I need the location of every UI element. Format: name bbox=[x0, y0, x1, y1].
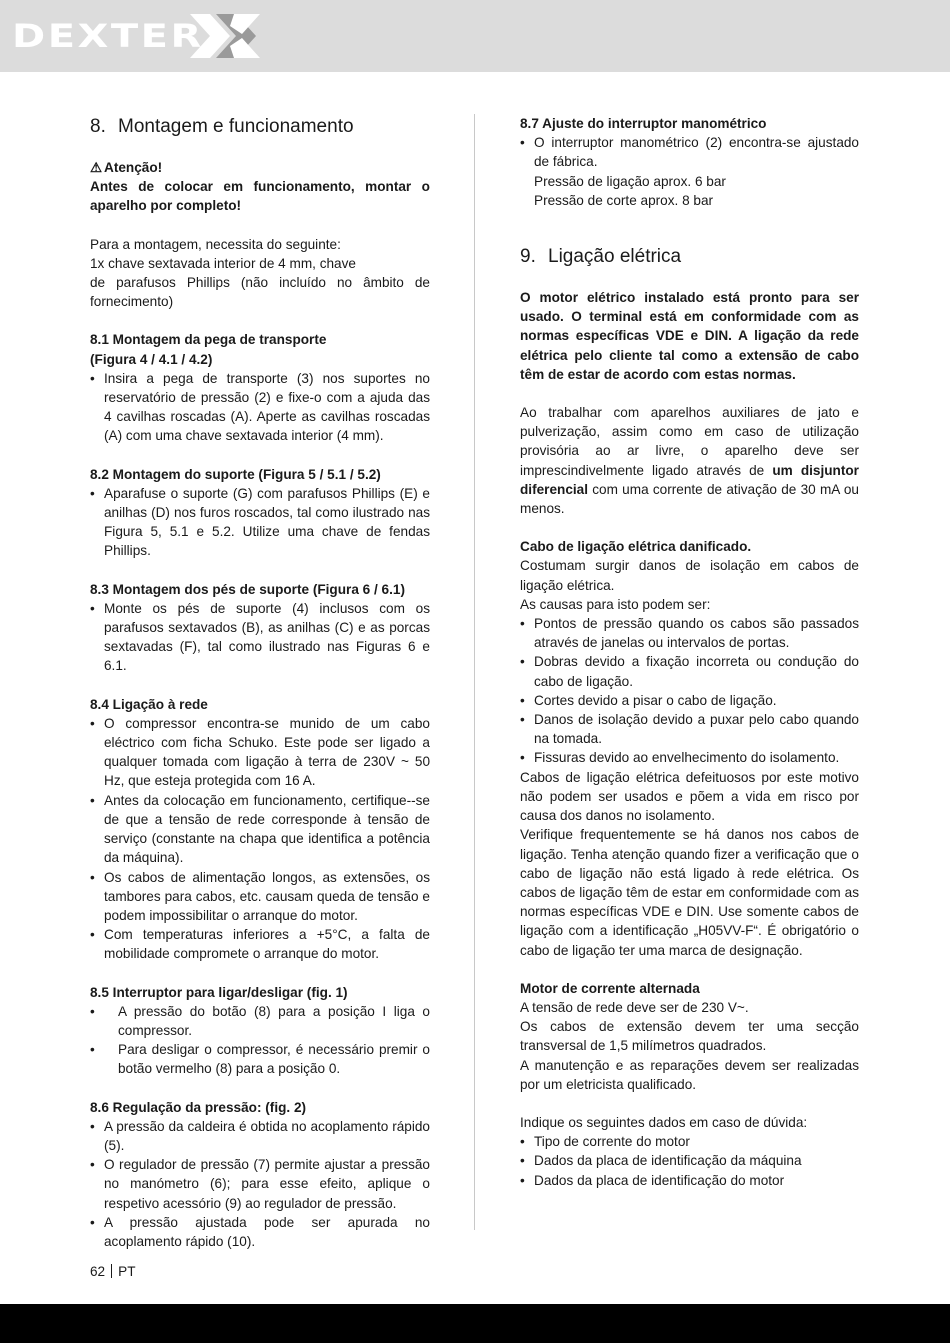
section-9-paragraph bbox=[520, 403, 859, 518]
header-bar bbox=[0, 0, 950, 72]
section-8-1-subtitle: (Figura 4 / 4.1 / 4.2) bbox=[90, 351, 213, 367]
page-separator bbox=[111, 1264, 112, 1278]
list-item: • Insira a pega de transporte (3) nos suportes no reservatório de pressão (2) e fixe-o com a ajuda das 4 cavilhas roscadas (A). Aperte as cavilhas roscadas (A) com uma chave sextavada interior (4 mm). bbox=[90, 369, 430, 446]
paragraph: Verifique frequentemente se há danos nos cabos de ligação. Tenha atenção quando fizer a verificação que o cabo de ligação não está ligado à rede elétrica. Os cabos de ligação têm de estar em conformidade com as normas específicas VDE e DIN. Use somente cabos de ligação com a identificação „H05VV-F“. É obrigatório o cabo de ligação ter uma marca de designação. bbox=[520, 827, 859, 958]
section-8-4 bbox=[90, 695, 430, 964]
section-8-heading bbox=[90, 114, 430, 140]
list-item: • Tipo de corrente do motor bbox=[520, 1132, 859, 1151]
section-8-number: 8. bbox=[90, 116, 106, 137]
paragraph: A tensão de rede deve ser de 230 V~. bbox=[520, 999, 749, 1015]
section-8-4-title: 8.4 Ligação à rede bbox=[90, 696, 208, 712]
list-item: • O compressor encontra-se munido de um cabo eléctrico com ficha Schuko. Este pode ser ligado a qualquer tomada com ligação à terra de 230V ~ 50 Hz, que esteja protegida com 16 A. bbox=[90, 714, 430, 791]
section-8-title: Montagem e funcionamento bbox=[118, 116, 354, 137]
list-item: • A pressão ajustada pode ser apurada no acoplamento rápido (10). bbox=[90, 1213, 430, 1251]
section-8-5-title: 8.5 Interruptor para ligar/desligar (fig. 1) bbox=[90, 984, 348, 1000]
section-8-7 bbox=[520, 114, 859, 210]
section-8-1 bbox=[90, 330, 430, 445]
list-item: • Aparafuse o suporte (G) com parafusos Phillips (E) e anilhas (D) nos furos roscados, tal como ilustrado nas Figura 5, 5.1 e 5.2. Utilize uma chave de fendas Phillips. bbox=[90, 484, 430, 561]
logo-x-icon bbox=[190, 12, 274, 60]
footer-bar bbox=[0, 1304, 950, 1343]
ac-motor-title: Motor de corrente alternada bbox=[520, 980, 700, 996]
section-8-2 bbox=[90, 465, 430, 561]
section-9-bold-paragraph: O motor elétrico instalado está pronto para ser usado. O terminal está em conformidade com as normas específicas VDE e DIN. A ligação da rede elétrica pelo cliente tal como a extensão de cabo têm de estar de acordo com estas normas. bbox=[520, 290, 859, 382]
paragraph: Cabos de ligação elétrica defeituosos por este motivo não podem ser usados e põem a vida em risco por causa dos danos no isolamento. bbox=[520, 769, 859, 824]
section-8-5 bbox=[90, 983, 430, 1079]
left-column bbox=[90, 114, 430, 1251]
warning-text: Antes de colocar em funcionamento, montar o aparelho por completo! bbox=[90, 179, 430, 214]
text-run: Ao trabalhar com aparelhos auxiliares de jato e pulverização, assim como em caso de utilização provisória ao ar livre, o aparelho deve ser imprescindivelmente ligado através de bbox=[520, 405, 859, 478]
list-item: • Com temperaturas inferiores a +5°C, a falta de mobilidade compromete o arranque do motor. bbox=[90, 925, 430, 963]
right-column bbox=[520, 114, 859, 1190]
section-8-3-title: 8.3 Montagem dos pés de suporte (Figura 6 / 6.1) bbox=[90, 581, 405, 597]
warning-title: Atenção! bbox=[104, 160, 163, 175]
section-8-2-title: 8.2 Montagem do suporte (Figura 5 / 5.1 / 5.2) bbox=[90, 466, 381, 482]
paragraph: Os cabos de extensão devem ter uma secção transversal de 1,5 milímetros quadrados. bbox=[520, 1019, 859, 1054]
language-code: PT bbox=[118, 1264, 136, 1279]
list-item: • O interruptor manométrico (2) encontra-se ajustado de fábrica. bbox=[520, 133, 859, 171]
switch-on-pressure: Pressão de ligação aprox. 6 bar bbox=[534, 173, 726, 189]
page-number-value: 62 bbox=[90, 1264, 106, 1279]
list-item: • Fissuras devido ao envelhecimento do isolamento. bbox=[520, 748, 859, 767]
page-number bbox=[90, 1264, 136, 1279]
intro-line: 1x chave sextavada interior de 4 mm, chave bbox=[90, 255, 356, 271]
section-9-heading bbox=[520, 244, 859, 270]
paragraph: Indique os seguintes dados em caso de dúvida: bbox=[520, 1114, 808, 1130]
section-8-7-title: 8.7 Ajuste do interruptor manométrico bbox=[520, 116, 767, 131]
list-item: • Cortes devido a pisar o cabo de ligação. bbox=[520, 691, 859, 710]
section-8-1-title: 8.1 Montagem da pega de transporte bbox=[90, 332, 327, 348]
list-item: • Dobras devido a fixação incorreta ou condução do cabo de ligação. bbox=[520, 652, 859, 690]
paragraph: A manutenção e as reparações devem ser realizadas por um eletricista qualificado. bbox=[520, 1057, 859, 1092]
text-run: com uma corrente de ativação de 30 mA ou menos. bbox=[520, 481, 859, 517]
dexter-logo bbox=[12, 12, 204, 60]
list-item: • A pressão da caldeira é obtida no acoplamento rápido (5). bbox=[90, 1117, 430, 1155]
list-item: • A pressão do botão (8) para a posição I liga o compressor. bbox=[90, 1002, 430, 1040]
list-item: • Os cabos de alimentação longos, as extensões, os tambores para cabos, etc. causam queda de tensão e podem impossibilitar o arranque do motor. bbox=[90, 868, 430, 926]
intro-line: de parafusos Phillips (não incluído no âmbito de fornecimento) bbox=[90, 275, 430, 310]
damaged-cable-title: Cabo de ligação elétrica danificado. bbox=[520, 539, 752, 555]
list-item: • Dados da placa de identificação do motor bbox=[520, 1171, 859, 1190]
list-item: • Pontos de pressão quando os cabos são passados através de janelas ou intervalos de portas. bbox=[520, 614, 859, 652]
text-run-bold: um disjuntor diferencial bbox=[520, 462, 859, 497]
paragraph: As causas para isto podem ser: bbox=[520, 596, 711, 612]
list-item: • Monte os pés de suporte (4) inclusos com os parafusos sextavados (B), as anilhas (C) e as porcas sextavadas (F), tal como ilustrado nas Figuras 6 e 6.1. bbox=[90, 599, 430, 676]
list-item: • Danos de isolação devido a puxar pelo cabo quando na tomada. bbox=[520, 710, 859, 748]
section-9-title: Ligação elétrica bbox=[548, 246, 682, 268]
column-divider bbox=[474, 114, 475, 1230]
list-item: • Dados da placa de identificação da máquina bbox=[520, 1151, 859, 1170]
section-9-number: 9. bbox=[520, 246, 536, 268]
switch-off-pressure: Pressão de corte aprox. 8 bar bbox=[534, 192, 714, 208]
section-8-3 bbox=[90, 580, 430, 676]
paragraph: Costumam surgir danos de isolação em cabos de ligação elétrica. bbox=[520, 558, 859, 593]
warning-triangle-icon: ⚠ bbox=[90, 160, 103, 175]
list-item: • Para desligar o compressor, é necessário premir o botão vermelho (8) para a posição 0. bbox=[90, 1040, 430, 1078]
intro-line: Para a montagem, necessita do seguinte: bbox=[90, 236, 341, 252]
section-8-6 bbox=[90, 1098, 430, 1252]
list-item: • O regulador de pressão (7) permite ajustar a pressão no manómetro (6); para esse efeito, aplique o respetivo acessório (9) ao regulador de pressão. bbox=[90, 1155, 430, 1213]
ac-motor-section bbox=[520, 979, 859, 1094]
logo-text: DEXTER bbox=[12, 17, 204, 55]
list-item: • Antes da colocação em funcionamento, certifique--se de que a tensão de rede corresponde à tensão de serviço (constante na chapa que identifica a potência da máquina). bbox=[90, 791, 430, 868]
data-section bbox=[520, 1113, 859, 1190]
section-8-6-title: 8.6 Regulação da pressão: (fig. 2) bbox=[90, 1099, 307, 1115]
intro-block bbox=[90, 235, 430, 312]
warning-title-line bbox=[90, 158, 430, 177]
damaged-cable-section bbox=[520, 537, 859, 959]
